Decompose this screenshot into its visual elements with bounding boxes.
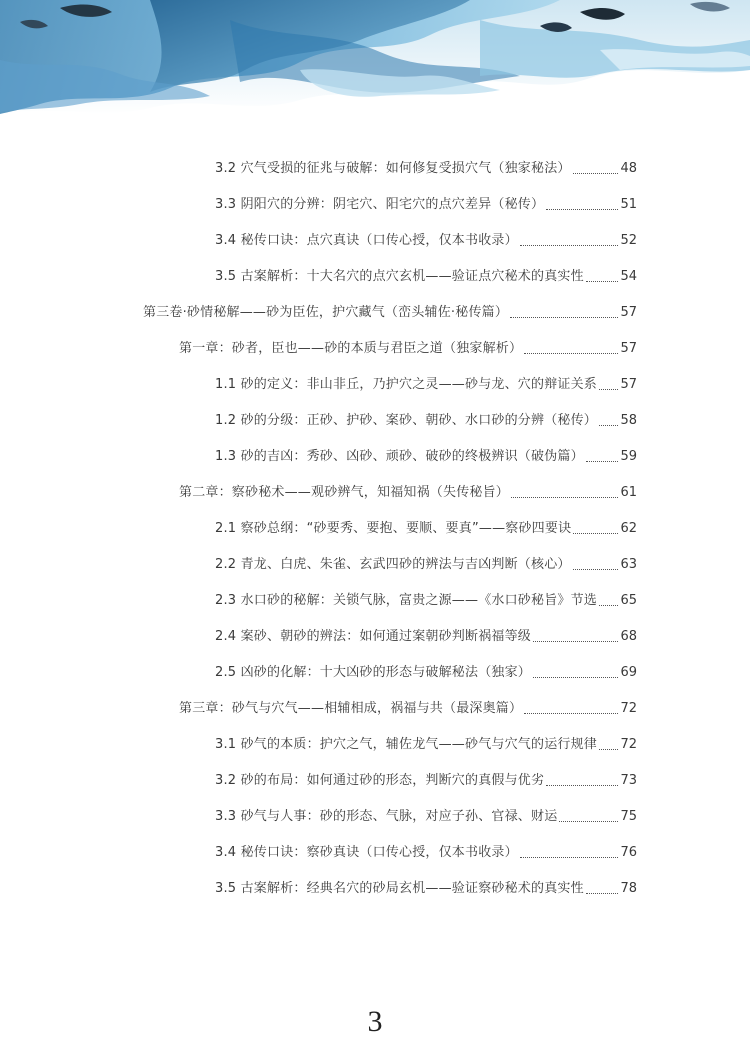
toc-entry-page: 69 — [620, 665, 637, 680]
toc-entry[interactable] — [215, 196, 637, 214]
toc-entry-title: 2.5 凶砂的化解：十大凶砂的形态与破解秘法（独家） — [215, 665, 532, 680]
toc-leader-dots — [599, 425, 618, 426]
toc-leader-dots — [510, 317, 618, 318]
toc-leader-dots — [520, 857, 619, 858]
toc-entry-page: 72 — [620, 701, 637, 716]
toc-leader-dots — [524, 353, 618, 354]
toc-entry-page: 57 — [620, 305, 637, 320]
toc-leader-dots — [546, 785, 618, 786]
toc-entry-page: 75 — [620, 809, 637, 824]
toc-leader-dots — [524, 713, 618, 714]
toc-leader-dots — [586, 281, 619, 282]
toc-leader-dots — [599, 749, 618, 750]
toc-entry-page: 59 — [620, 449, 637, 464]
toc-entry-page: 68 — [620, 629, 637, 644]
toc-entry-page: 62 — [620, 521, 637, 536]
toc-entry-title: 3.4 秘传口诀：察砂真诀（口传心授，仅本书收录） — [215, 845, 518, 860]
toc-entry-title: 3.1 砂气的本质：护穴之气，辅佐龙气——砂气与穴气的运行规律 — [215, 737, 598, 752]
toc-entry-title: 第三卷·砂情秘解——砂为臣佐，护穴藏气（峦头辅佐·秘传篇） — [143, 305, 509, 320]
toc-entry-title: 3.2 穴气受损的征兆与破解：如何修复受损穴气（独家秘法） — [215, 161, 571, 176]
toc-leader-dots — [573, 533, 618, 534]
toc-leader-dots — [573, 173, 619, 174]
toc-entry-title: 3.2 砂的布局：如何通过砂的形态，判断穴的真假与优劣 — [215, 773, 545, 788]
toc-entry-title: 2.2 青龙、白虎、朱雀、玄武四砂的辨法与吉凶判断（核心） — [215, 557, 571, 572]
toc-entry[interactable] — [215, 736, 637, 754]
toc-entry[interactable] — [215, 232, 637, 250]
toc-leader-dots — [511, 497, 618, 498]
toc-entry-page: 63 — [620, 557, 637, 572]
toc-entry[interactable] — [215, 772, 637, 790]
page-number: 3 — [367, 1005, 383, 1038]
toc-entry-page: 57 — [620, 341, 637, 356]
toc-entry-title: 3.3 阴阳穴的分辨：阴宅穴、阳宅穴的点穴差异（秘传） — [215, 197, 545, 212]
toc-leader-dots — [533, 677, 618, 678]
toc-entry-page: 61 — [620, 485, 637, 500]
toc-entry[interactable] — [215, 844, 637, 862]
toc-entry-page: 78 — [620, 881, 637, 896]
toc-leader-dots — [520, 245, 619, 246]
toc-entry-page: 58 — [620, 413, 637, 428]
toc-leader-dots — [533, 641, 618, 642]
toc-entry[interactable] — [215, 268, 637, 286]
toc-entry-page: 52 — [620, 233, 637, 248]
toc-entry-page: 65 — [620, 593, 637, 608]
toc-entry[interactable] — [215, 592, 637, 610]
toc-entry-page: 51 — [620, 197, 637, 212]
toc-entry-chapter[interactable] — [179, 340, 637, 358]
watercolor-header-banner — [0, 0, 750, 135]
toc-leader-dots — [586, 461, 619, 462]
toc-entry-title: 2.1 察砂总纲：“砂要秀、要抱、要顺、要真”——察砂四要诀 — [215, 521, 572, 536]
toc-entry-title: 1.2 砂的分级：正砂、护砂、案砂、朝砂、水口砂的分辨（秘传） — [215, 413, 598, 428]
toc-entry-page: 57 — [620, 377, 637, 392]
toc-leader-dots — [599, 389, 618, 390]
toc-entry[interactable] — [215, 628, 637, 646]
toc-entry[interactable] — [215, 448, 637, 466]
toc-entry[interactable] — [215, 160, 637, 178]
toc-entry[interactable] — [215, 520, 637, 538]
toc-leader-dots — [546, 209, 618, 210]
toc-entry-title: 3.5 古案解析：十大名穴的点穴玄机——验证点穴秘术的真实性 — [215, 269, 584, 284]
toc-entry[interactable] — [215, 376, 637, 394]
toc-entry-title: 1.1 砂的定义：非山非丘，乃护穴之灵——砂与龙、穴的辩证关系 — [215, 377, 598, 392]
toc-entry-page: 72 — [620, 737, 637, 752]
toc-entry-title: 2.3 水口砂的秘解：关锁气脉，富贵之源——《水口砂秘旨》节选 — [215, 593, 598, 608]
toc-entry-page: 54 — [620, 269, 637, 284]
toc-entry-title: 3.5 古案解析：经典名穴的砂局玄机——验证察砂秘术的真实性 — [215, 881, 584, 896]
toc-entry[interactable] — [215, 556, 637, 574]
toc-entry-chapter[interactable] — [179, 700, 637, 718]
toc-entry-volume[interactable] — [143, 304, 637, 322]
toc-entry-title: 第三章：砂气与穴气——相辅相成，祸福与共（最深奥篇） — [179, 701, 523, 716]
toc-entry[interactable] — [215, 412, 637, 430]
toc-entry-title: 2.4 案砂、朝砂的辨法：如何通过案朝砂判断祸福等级 — [215, 629, 532, 644]
toc-entry-page: 48 — [620, 161, 637, 176]
toc-entry-title: 1.3 砂的吉凶：秀砂、凶砂、顽砂、破砂的终极辨识（破伪篇） — [215, 449, 584, 464]
toc-entry-title: 3.3 砂气与人事：砂的形态、气脉，对应子孙、官禄、财运 — [215, 809, 558, 824]
toc-entry-title: 第一章：砂者，臣也——砂的本质与君臣之道（独家解析） — [179, 341, 523, 356]
toc-entry-title: 3.4 秘传口诀：点穴真诀（口传心授，仅本书收录） — [215, 233, 518, 248]
toc-leader-dots — [573, 569, 619, 570]
toc-entry[interactable] — [215, 664, 637, 682]
toc-leader-dots — [586, 893, 619, 894]
toc-entry-page: 73 — [620, 773, 637, 788]
toc-entry[interactable] — [215, 880, 637, 898]
toc-entry[interactable] — [215, 808, 637, 826]
watercolor-illustration — [0, 0, 750, 135]
toc-entry-chapter[interactable] — [179, 484, 637, 502]
toc-entry-page: 76 — [620, 845, 637, 860]
toc-leader-dots — [559, 821, 618, 822]
toc-entry-title: 第二章：察砂秘术——观砂辨气，知福知祸（失传秘旨） — [179, 485, 510, 500]
toc-leader-dots — [599, 605, 618, 606]
